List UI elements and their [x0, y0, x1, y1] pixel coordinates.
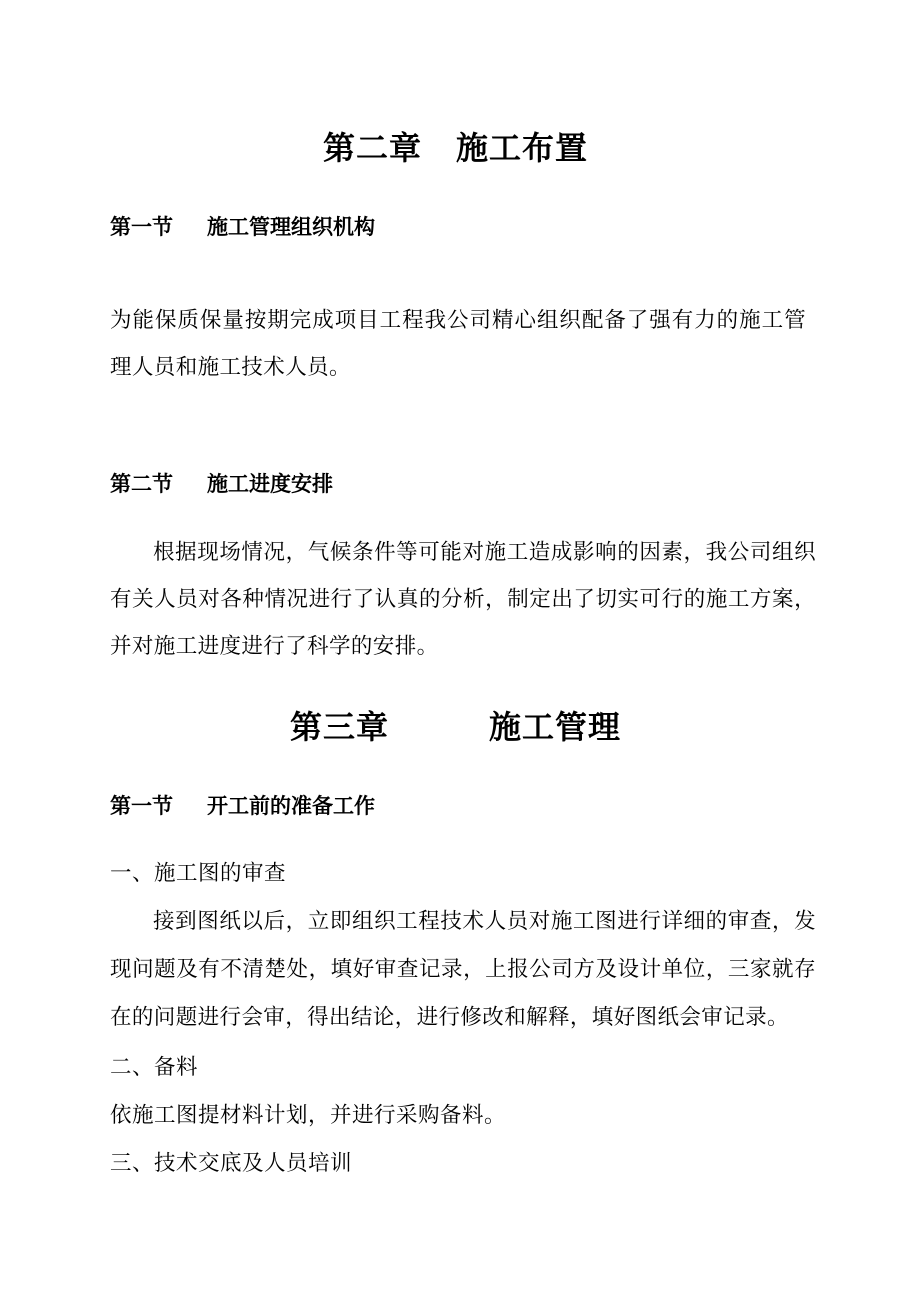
section-title: 开工前的准备工作 [207, 794, 375, 818]
item-2-heading: 二、备料 [110, 1055, 199, 1080]
chapter-2-section-1-paragraph: 为能保质保量按期完成项目工程我公司精心组织配备了强有力的施工管理人员和施工技术人员。 [110, 308, 806, 380]
item-1-heading: 一、施工图的审查 [110, 861, 287, 886]
chapter-2-section-1-heading [110, 213, 375, 241]
item-2-paragraph: 依施工图提材料计划，并进行采购备料。 [110, 1103, 507, 1128]
chapter-3-section-1-heading [110, 792, 375, 820]
section-title: 施工管理组织机构 [207, 215, 375, 239]
section-number: 第二节 [110, 472, 173, 496]
chapter-2-number: 第二章 [323, 129, 423, 167]
chapter-2-title: 施工布置 [456, 129, 589, 167]
chapter-3-heading [290, 707, 621, 747]
chapter-2-section-2-heading [110, 470, 333, 498]
section-number: 第一节 [110, 794, 173, 818]
item-1-paragraph: 接到图纸以后，立即组织工程技术人员对施工图进行详细的审查，发现问题及有不清楚处，填好审查记录，上报公司方及设计单位，三家就存在的问题进行会审，得出结论，进行修改和解释，填好图纸会审记录。 [110, 909, 816, 1030]
item-3-heading: 三、技术交底及人员培训 [110, 1151, 353, 1176]
section-title: 施工进度安排 [207, 472, 333, 496]
chapter-3-title: 施工管理 [489, 708, 622, 746]
chapter-2-section-2-paragraph: 根据现场情况，气候条件等可能对施工造成影响的因素，我公司组织有关人员对各种情况进行了认真的分析，制定出了切实可行的施工方案，并对施工进度进行了科学的安排。 [110, 540, 816, 659]
chapter-3-number: 第三章 [290, 708, 390, 746]
section-number: 第一节 [110, 215, 173, 239]
chapter-2-heading [323, 128, 588, 168]
